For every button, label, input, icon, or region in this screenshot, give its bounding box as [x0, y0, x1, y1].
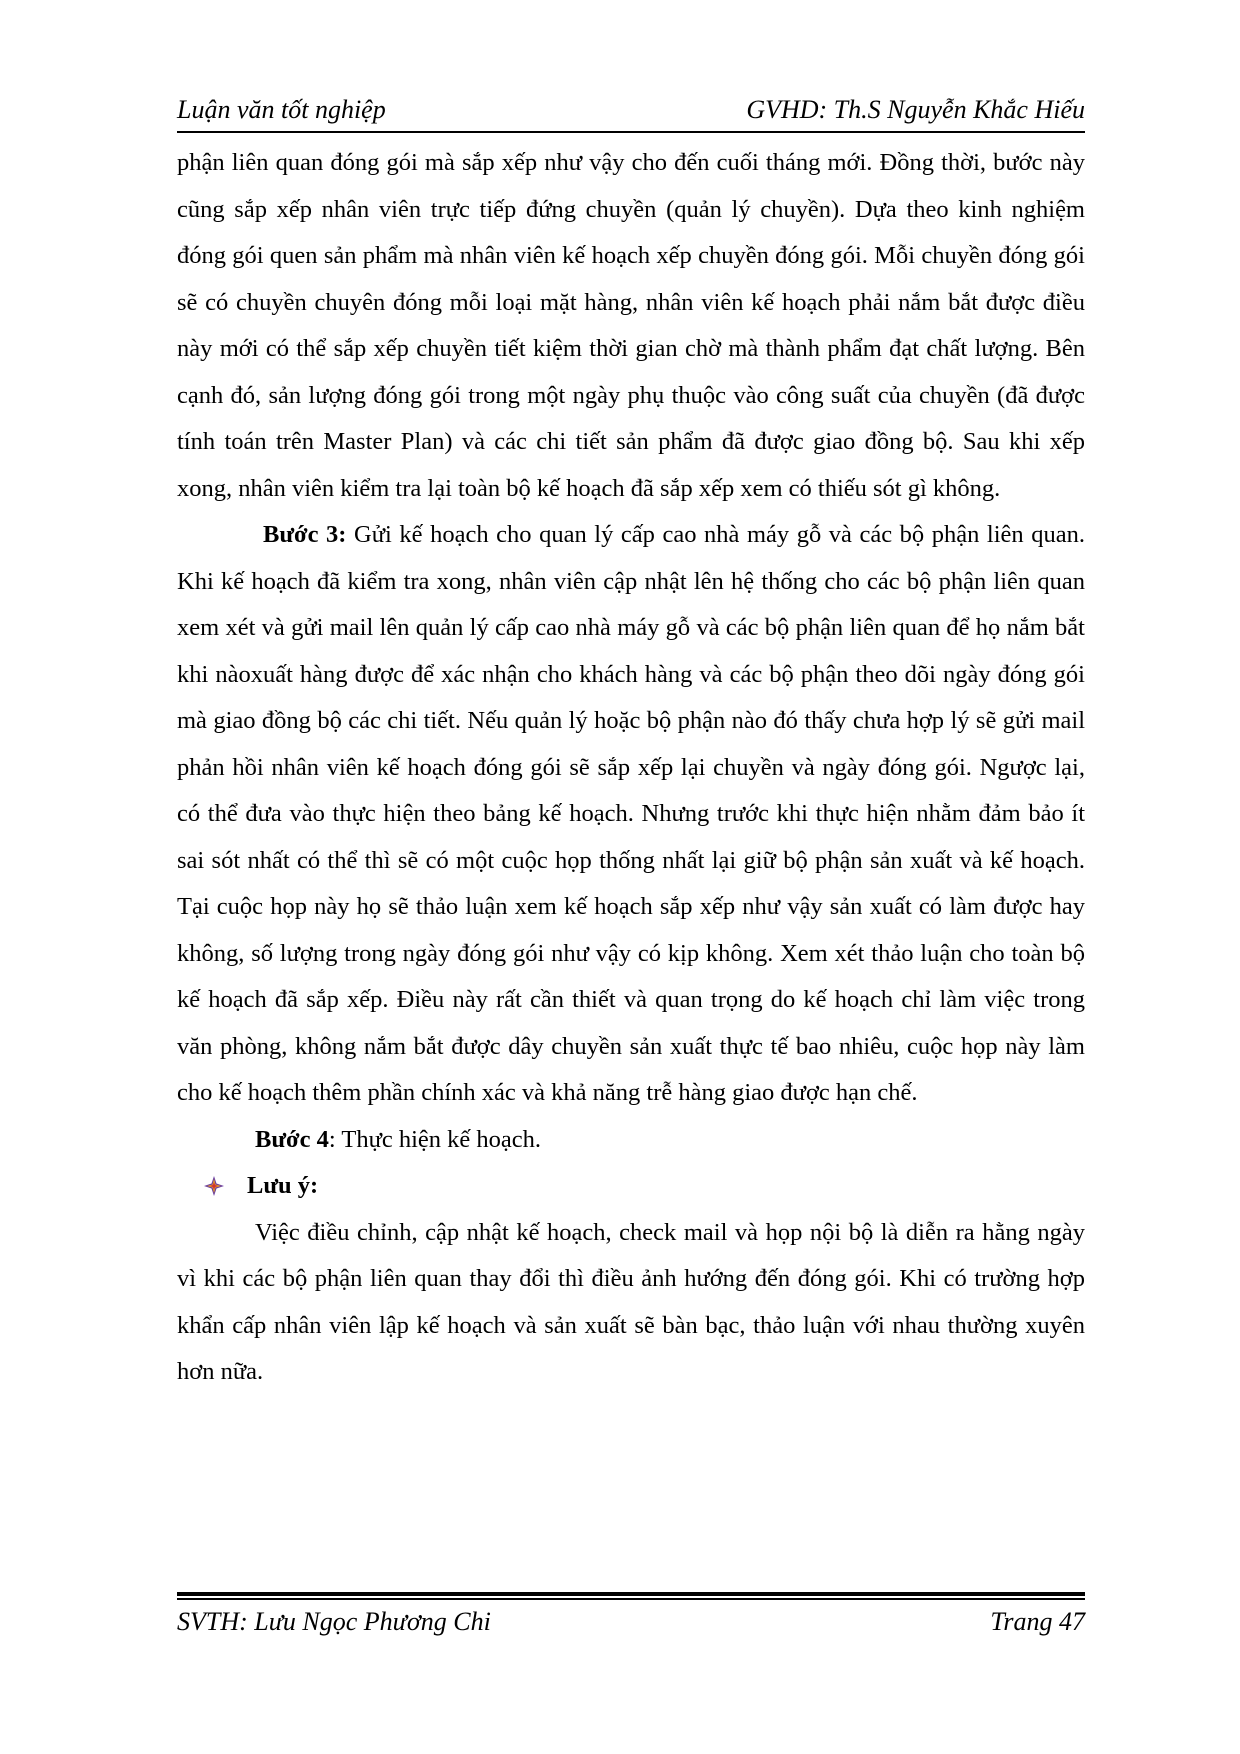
four-point-star-bullet-icon	[204, 1176, 224, 1196]
header-rule	[177, 131, 1085, 133]
footer-student-name: SVTH: Lưu Ngọc Phương Chi	[177, 1607, 491, 1636]
paragraph-note: Việc điều chỉnh, cập nhật kế hoạch, check mail và họp nội bộ là diễn ra hằng ngày vì khi các bộ phận liên quan thay đổi thì điều ảnh hướng đến đóng gói. Khi có trường hợp khẩn cấp nhân viên lập kế hoạch và sản xuất sẽ bàn bạc, thảo luận với nhau thường xuyên hơn nữa.	[177, 1218, 1085, 1385]
footer-page-number: Trang 47	[990, 1607, 1085, 1636]
paragraph-step-3	[177, 512, 1085, 1117]
header-advisor: GVHD: Th.S Nguyễn Khắc Hiếu	[746, 95, 1085, 124]
footer-rule-thick	[177, 1592, 1085, 1596]
step-4-label: Bước 4	[255, 1125, 329, 1153]
step-4-text: : Thực hiện kế hoạch.	[328, 1125, 542, 1153]
paragraph-step-4	[177, 1117, 1085, 1164]
note-heading	[177, 1163, 1085, 1210]
note-label: Lưu ý:	[247, 1172, 319, 1199]
page-footer	[177, 1602, 1085, 1642]
step-3-label: Bước 3:	[263, 521, 347, 548]
footer-rule-thin	[177, 1598, 1085, 1600]
page-body	[177, 140, 1085, 1396]
step-3-text: Gửi kế hoạch cho quan lý cấp cao nhà máy gỗ và các bộ phận liên quan. Khi kế hoạch đã kiểm tra xong, nhân viên cập nhật lên hệ thống cho các bộ phận liên quan xem xét và gửi mail lên quản lý cấp cao nhà máy gỗ và các bộ phận liên quan để họ nắm bắt khi nàoxuất hàng được để xác nhận cho khách hàng và các bộ phận theo dõi ngày đóng gói mà giao đồng bộ các chi tiết. Nếu quản lý hoặc bộ phận nào đó thấy chưa hợp lý sẽ gửi mail phản hồi nhân viên kế hoạch đóng gói sẽ sắp xếp lại chuyền và ngày đóng gói. Ngược lại, có thể đưa vào thực hiện theo bảng kế hoạch. Nhưng trước khi thực hiện nhằm đảm bảo ít sai sót nhất có thể thì sẽ có một cuộc họp thống nhất lại giữ bộ phận sản xuất và kế hoạch. Tại cuộc họp này họ sẽ thảo luận xem kế hoạch sắp xếp như vậy sản xuất có làm được hay không, số lượng trong ngày đóng gói như vậy có kịp không. Xem xét thảo luận cho toàn bộ kế hoạch đã sắp xếp. Điều này rất cần thiết và quan trọng do kế hoạch chỉ làm việc trong văn phòng, không nắm bắt được dây chuyền sản xuất thực tế bao nhiêu, cuộc họp này làm cho kế hoạch thêm phần chính xác và khả năng trễ hàng giao được hạn chế.	[177, 521, 1085, 1106]
header-thesis-title: Luận văn tốt nghiệp	[177, 95, 386, 124]
paragraph-continuation: phận liên quan đóng gói mà sắp xếp như vậy cho đến cuối tháng mới. Đồng thời, bước này cũng sắp xếp nhân viên trực tiếp đứng chuyền (quản lý chuyền). Dựa theo kinh nghiệm đóng gói quen sản phẩm mà nhân viên kế hoạch xếp chuyền đóng gói. Mỗi chuyền đóng gói sẽ có chuyền chuyên đóng mỗi loại mặt hàng, nhân viên kế hoạch phải nắm bắt được điều này mới có thể sắp xếp chuyền tiết kiệm thời gian chờ mà thành phẩm đạt chất lượng. Bên cạnh đó, sản lượng đóng gói trong một ngày phụ thuộc vào công suất của chuyền (đã được tính toán trên Master Plan) và các chi tiết sản phẩm đã được giao đồng bộ. Sau khi xếp xong, nhân viên kiểm tra lại toàn bộ kế hoạch đã sắp xếp xem có thiếu sót gì không.	[177, 149, 1085, 502]
page-header	[177, 90, 1085, 130]
